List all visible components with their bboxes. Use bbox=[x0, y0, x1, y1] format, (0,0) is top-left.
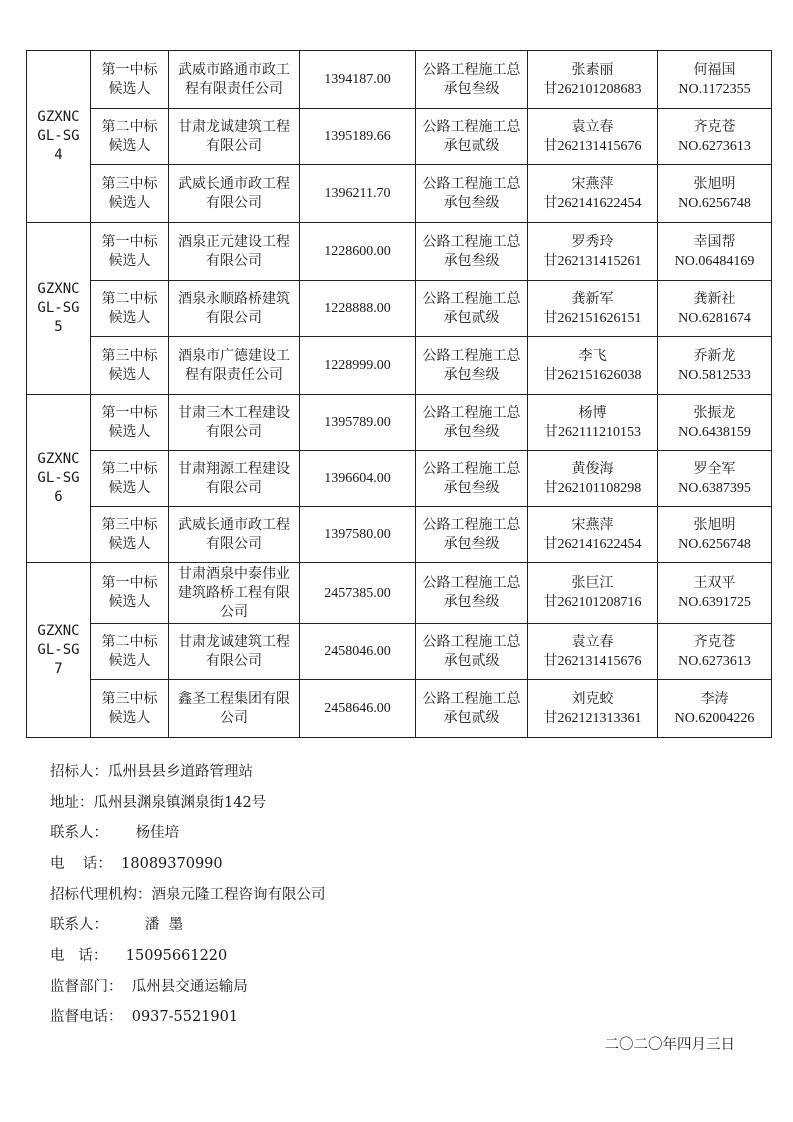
tech-lead-certificate: NO.6256748 bbox=[678, 195, 751, 211]
project-manager bbox=[528, 223, 658, 281]
tech-lead-certificate: NO.6273613 bbox=[678, 138, 751, 154]
technical-lead bbox=[658, 451, 772, 507]
document-date: 二〇二〇年四月三日 bbox=[604, 1037, 735, 1053]
bid-price: 2458046.00 bbox=[300, 624, 416, 680]
bid-price: 1396211.70 bbox=[300, 165, 416, 223]
tech-lead-certificate: NO.62004226 bbox=[674, 710, 755, 726]
agency-line: 招标代理机构：酒泉元隆工程咨询有限公司 bbox=[50, 887, 326, 903]
tech-lead-certificate: NO.6387395 bbox=[678, 480, 751, 496]
manager-name: 宋燕萍 bbox=[571, 517, 614, 533]
qualification: 公路工程施工总承包贰级 bbox=[416, 624, 528, 680]
manager-name: 李飞 bbox=[578, 348, 607, 364]
candidate-rank: 第一中标候选人 bbox=[91, 395, 169, 451]
phone-line-1: 电 话： 18089370990 bbox=[50, 856, 223, 872]
qualification: 公路工程施工总承包叁级 bbox=[416, 165, 528, 223]
company-name: 酒泉永顺路桥建筑有限公司 bbox=[169, 281, 300, 337]
qualification: 公路工程施工总承包叁级 bbox=[416, 223, 528, 281]
table-row bbox=[27, 624, 772, 680]
tech-lead-name: 幸国帮 bbox=[693, 234, 736, 250]
manager-name: 刘克蛟 bbox=[571, 691, 614, 707]
bid-price: 2457385.00 bbox=[300, 563, 416, 624]
table-row bbox=[27, 165, 772, 223]
manager-certificate: 甘262111210153 bbox=[544, 424, 641, 440]
tech-lead-name: 王双平 bbox=[693, 576, 736, 591]
table-row bbox=[27, 563, 772, 624]
manager-certificate: 甘262141622454 bbox=[543, 536, 642, 552]
qualification: 公路工程施工总承包叁级 bbox=[416, 507, 528, 563]
tech-lead-name: 齐克苍 bbox=[693, 634, 736, 650]
table-row bbox=[27, 281, 772, 337]
tech-lead-name: 齐克苍 bbox=[693, 119, 736, 135]
tech-lead-name: 张振龙 bbox=[693, 405, 736, 421]
manager-name: 龚新军 bbox=[571, 291, 614, 307]
company-name: 甘肃龙诚建筑工程有限公司 bbox=[169, 109, 300, 165]
bid-price: 1228600.00 bbox=[300, 223, 416, 281]
company-name: 酒泉市广德建设工程有限责任公司 bbox=[169, 337, 300, 395]
tech-lead-certificate: NO.6391725 bbox=[678, 595, 751, 610]
project-manager bbox=[528, 507, 658, 563]
table-row bbox=[27, 223, 772, 281]
manager-name: 杨博 bbox=[578, 405, 607, 421]
project-manager bbox=[528, 337, 658, 395]
bid-price: 1395789.00 bbox=[300, 395, 416, 451]
table-body bbox=[27, 51, 772, 738]
candidate-rank: 第二中标候选人 bbox=[91, 281, 169, 337]
project-manager bbox=[528, 451, 658, 507]
company-name: 鑫圣工程集团有限公司 bbox=[169, 680, 300, 738]
technical-lead bbox=[658, 281, 772, 337]
table-row bbox=[27, 680, 772, 738]
candidate-rank: 第三中标候选人 bbox=[91, 165, 169, 223]
bid-price: 1396604.00 bbox=[300, 451, 416, 507]
supervisor-line: 监督部门： 瓜州县交通运输局 bbox=[50, 979, 248, 995]
table-row bbox=[27, 395, 772, 451]
manager-certificate: 甘262151626151 bbox=[543, 310, 642, 326]
company-name: 甘肃翔源工程建设有限公司 bbox=[169, 451, 300, 507]
manager-certificate: 甘262101208683 bbox=[543, 81, 642, 97]
qualification: 公路工程施工总承包贰级 bbox=[416, 281, 528, 337]
manager-certificate: 甘262131415676 bbox=[543, 138, 642, 154]
candidate-rank: 第一中标候选人 bbox=[91, 563, 169, 624]
contact-line-2: 联系人： 潘 墨 bbox=[50, 917, 184, 933]
lot-code: GZXNC GL-SG 5 bbox=[27, 223, 91, 395]
bid-price: 1395189.66 bbox=[300, 109, 416, 165]
tech-lead-certificate: NO.6256748 bbox=[678, 536, 751, 552]
qualification: 公路工程施工总承包叁级 bbox=[416, 337, 528, 395]
tech-lead-name: 乔新龙 bbox=[693, 348, 736, 364]
supervisor-phone-line: 监督电话： 0937-5521901 bbox=[50, 1009, 239, 1025]
bid-price: 1394187.00 bbox=[300, 51, 416, 109]
company-name: 武威长通市政工程有限公司 bbox=[169, 507, 300, 563]
candidate-rank: 第三中标候选人 bbox=[91, 680, 169, 738]
qualification: 公路工程施工总承包叁级 bbox=[416, 51, 528, 109]
manager-name: 袁立春 bbox=[571, 634, 614, 650]
bid-candidates-table bbox=[26, 50, 772, 738]
technical-lead bbox=[658, 165, 772, 223]
qualification: 公路工程施工总承包叁级 bbox=[416, 395, 528, 451]
tech-lead-certificate: NO.1172355 bbox=[678, 81, 751, 97]
project-manager bbox=[528, 624, 658, 680]
table-row bbox=[27, 51, 772, 109]
technical-lead bbox=[658, 507, 772, 563]
candidate-rank: 第一中标候选人 bbox=[91, 223, 169, 281]
technical-lead bbox=[658, 563, 772, 624]
project-manager bbox=[528, 165, 658, 223]
tech-lead-certificate: NO.5812533 bbox=[678, 367, 751, 383]
candidate-rank: 第三中标候选人 bbox=[91, 507, 169, 563]
technical-lead bbox=[658, 109, 772, 165]
technical-lead bbox=[658, 395, 772, 451]
manager-certificate: 甘262121313361 bbox=[543, 710, 642, 726]
manager-name: 宋燕萍 bbox=[571, 176, 614, 192]
candidate-rank: 第二中标候选人 bbox=[91, 624, 169, 680]
tenderer-line: 招标人：瓜州县县乡道路管理站 bbox=[50, 764, 253, 780]
table-row bbox=[27, 451, 772, 507]
tech-lead-certificate: NO.6438159 bbox=[678, 424, 751, 440]
company-name: 酒泉正元建设工程有限公司 bbox=[169, 223, 300, 281]
tech-lead-certificate: NO.6273613 bbox=[678, 653, 751, 669]
technical-lead bbox=[658, 51, 772, 109]
contact-line-1: 联系人： 杨佳培 bbox=[50, 825, 180, 841]
project-manager bbox=[528, 281, 658, 337]
manager-certificate: 甘262151626038 bbox=[543, 367, 642, 383]
lot-code: GZXNC GL-SG 6 bbox=[27, 395, 91, 563]
qualification: 公路工程施工总承包贰级 bbox=[416, 680, 528, 738]
tech-lead-name: 何福国 bbox=[693, 62, 736, 78]
manager-certificate: 甘262141622454 bbox=[543, 195, 642, 211]
manager-certificate: 甘262101208716 bbox=[543, 595, 642, 610]
project-manager bbox=[528, 395, 658, 451]
lot-code: GZXNC GL-SG 7 bbox=[27, 563, 91, 738]
table-row bbox=[27, 507, 772, 563]
bid-price: 1228999.00 bbox=[300, 337, 416, 395]
qualification: 公路工程施工总承包贰级 bbox=[416, 109, 528, 165]
tech-lead-name: 张旭明 bbox=[693, 176, 736, 192]
project-manager bbox=[528, 563, 658, 624]
project-manager bbox=[528, 109, 658, 165]
bid-price: 2458646.00 bbox=[300, 680, 416, 738]
technical-lead bbox=[658, 337, 772, 395]
project-manager bbox=[528, 680, 658, 738]
candidate-rank: 第一中标候选人 bbox=[91, 51, 169, 109]
lot-code: GZXNC GL-SG 4 bbox=[27, 51, 91, 223]
address-line: 地址：瓜州县渊泉镇渊泉街142号 bbox=[50, 795, 267, 811]
phone-line-2: 电 话： 15095661220 bbox=[50, 948, 228, 964]
project-manager bbox=[528, 51, 658, 109]
tech-lead-certificate: NO.06484169 bbox=[674, 253, 755, 269]
manager-name: 罗秀玲 bbox=[571, 234, 614, 250]
manager-certificate: 甘262101108298 bbox=[543, 480, 642, 496]
qualification: 公路工程施工总承包叁级 bbox=[416, 563, 528, 624]
tech-lead-name: 罗全军 bbox=[693, 461, 736, 477]
manager-certificate: 甘262131415676 bbox=[543, 653, 642, 669]
tech-lead-name: 龚新社 bbox=[693, 291, 736, 307]
manager-name: 袁立春 bbox=[571, 119, 614, 135]
table-row bbox=[27, 109, 772, 165]
candidate-rank: 第三中标候选人 bbox=[91, 337, 169, 395]
tech-lead-certificate: NO.6281674 bbox=[678, 310, 751, 326]
bid-price: 1397580.00 bbox=[300, 507, 416, 563]
candidate-rank: 第二中标候选人 bbox=[91, 109, 169, 165]
manager-certificate: 甘262131415261 bbox=[543, 253, 642, 269]
manager-name: 张素丽 bbox=[571, 62, 614, 78]
technical-lead bbox=[658, 223, 772, 281]
company-name: 甘肃酒泉中泰伟业建筑路桥工程有限公司 bbox=[169, 563, 300, 624]
company-name: 甘肃龙诚建筑工程有限公司 bbox=[169, 624, 300, 680]
table-row bbox=[27, 337, 772, 395]
candidate-rank: 第二中标候选人 bbox=[91, 451, 169, 507]
technical-lead bbox=[658, 624, 772, 680]
bid-price: 1228888.00 bbox=[300, 281, 416, 337]
manager-name: 黄俊海 bbox=[571, 461, 614, 477]
company-name: 武威市路通市政工程有限责任公司 bbox=[169, 51, 300, 109]
tech-lead-name: 张旭明 bbox=[693, 517, 736, 533]
company-name: 甘肃三木工程建设有限公司 bbox=[169, 395, 300, 451]
company-name: 武威长通市政工程有限公司 bbox=[169, 165, 300, 223]
manager-name: 张巨江 bbox=[571, 576, 614, 591]
qualification: 公路工程施工总承包叁级 bbox=[416, 451, 528, 507]
technical-lead bbox=[658, 680, 772, 738]
tech-lead-name: 李涛 bbox=[700, 691, 729, 707]
